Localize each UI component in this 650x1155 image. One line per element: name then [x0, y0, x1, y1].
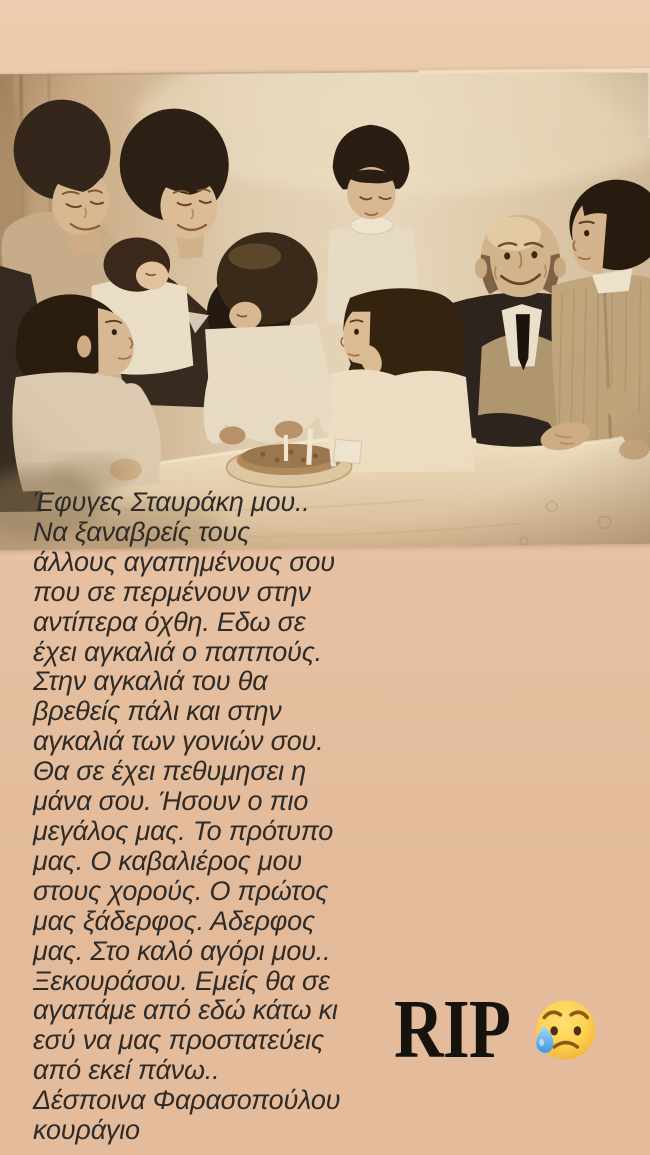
story-line: μας. Στο καλό αγόρι μου.. [33, 935, 331, 966]
story-line: αγκαλιά των γονιών σου. [33, 726, 324, 757]
story-line: μας ξάδερφος. Αδερφος [33, 905, 315, 936]
rip-caption [394, 982, 598, 1078]
story-line: κουράγιο [33, 1115, 140, 1146]
story-line: στους χορούς. Ο πρώτος [33, 875, 329, 906]
story-line: βρεθείς πάλι και στην [33, 696, 282, 727]
story-line: αγαπάμε από εδώ κάτω κι [33, 995, 338, 1026]
vintage-family-photo [0, 68, 650, 550]
story-text [33, 488, 340, 1146]
story-line: μάνα σου. Ήσουν ο πιο [33, 786, 309, 817]
story-line: Έφυγες Σταυράκη μου.. [33, 487, 310, 517]
story-line: μας. Ο καβαλιέρος μου [33, 845, 302, 876]
story-line: μεγάλος μας. Το πρότυπο [33, 815, 334, 846]
story-line: Στην αγκαλιά του θα [33, 666, 268, 697]
photo-vignette [0, 68, 650, 550]
family-photo-illustration [0, 68, 650, 550]
rip-label: RIP [394, 983, 511, 1076]
story-line: αντίπερα όχθη. Εδω σε [33, 606, 306, 637]
sad-but-relieved-face-emoji-icon [530, 996, 598, 1064]
story-line: Δέσποινα Φαρασοπούλου [33, 1085, 341, 1116]
story-line: έχει αγκαλιά ο παππούς. [33, 636, 322, 667]
story-line: που σε περμένουν στην [33, 576, 311, 607]
story-line: άλλους αγαπημένους σου [33, 546, 335, 577]
story-line: εσύ να μας προστατεύεις [33, 1025, 324, 1056]
story-line: Ξεκουράσου. Εμείς θα σε [33, 965, 330, 996]
story-line: Να ξαναβρείς τους [33, 516, 251, 547]
story-line: Θα σε έχει πεθυμησει η [33, 756, 306, 787]
story-line: από εκεί πάνω.. [33, 1055, 220, 1086]
